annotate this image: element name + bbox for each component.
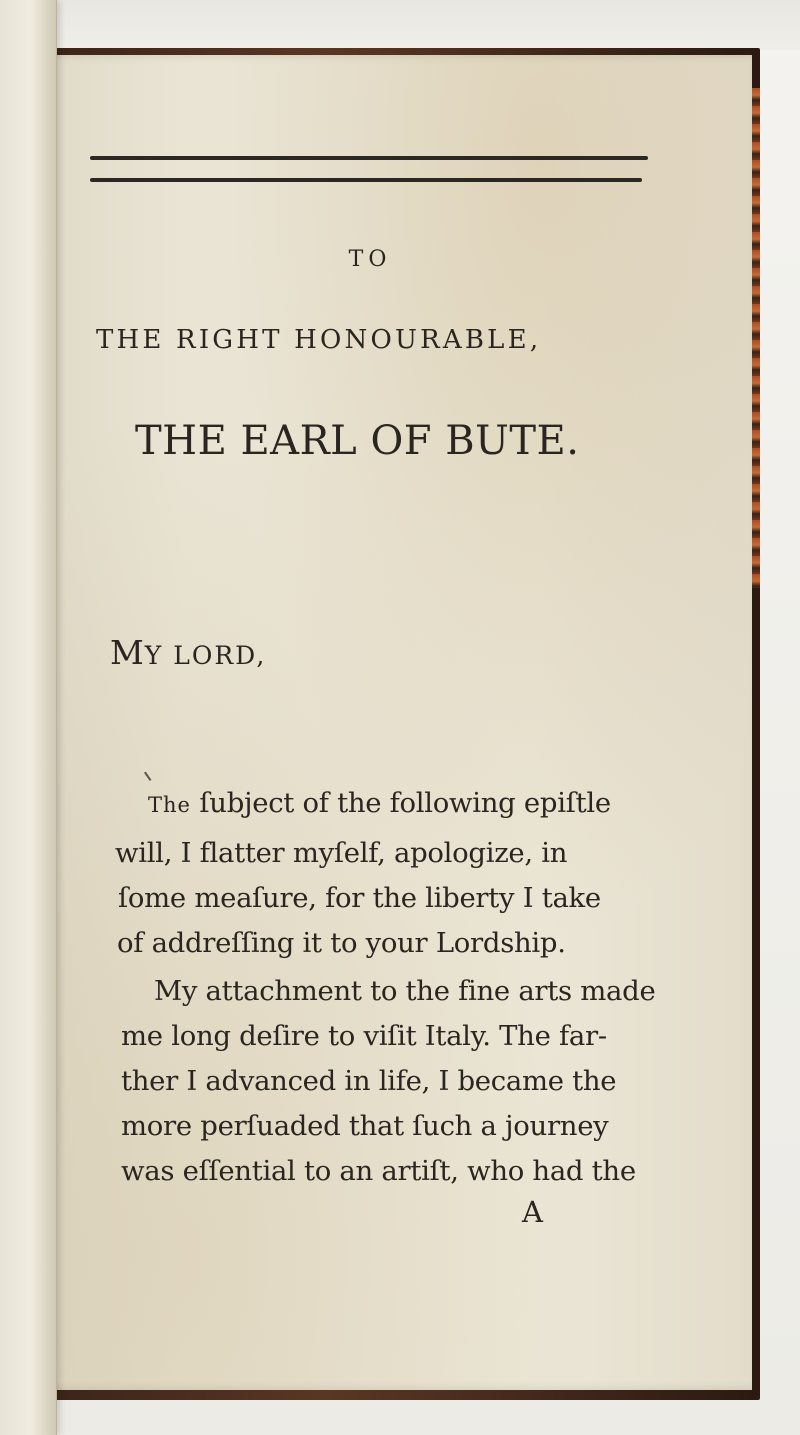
body-line-4: of addreſſing it to your Lordship. xyxy=(117,927,566,959)
body-line-5: My attachment to the fine arts made xyxy=(154,975,656,1007)
salutation-rest: Y LORD, xyxy=(144,641,267,670)
body-line-1 xyxy=(148,787,611,819)
salutation-initial: M xyxy=(110,633,145,672)
dedication-to: TO xyxy=(348,247,392,272)
addressee-title: THE EARL OF BUTE. xyxy=(135,418,580,464)
salutation xyxy=(110,633,266,672)
body-line-8: more perſuaded that ſuch a journey xyxy=(121,1110,609,1142)
book-page xyxy=(40,55,752,1390)
margin-mark xyxy=(144,767,158,781)
double-rule-top xyxy=(90,156,648,160)
body-line-2: will, I flatter myſelf, apologize, in xyxy=(115,837,568,869)
addressee-line: THE RIGHT HONOURABLE, xyxy=(96,325,542,355)
signature-mark: A xyxy=(522,1195,543,1229)
body-line-7: ther I advanced in life, I became the xyxy=(121,1065,617,1097)
double-rule-bottom xyxy=(90,178,642,182)
background-surface xyxy=(0,0,800,50)
body-line-9: was eſſential to an artiſt, who had the xyxy=(121,1155,636,1187)
body-line-1-opening: The xyxy=(148,793,191,817)
facing-page-edge xyxy=(0,0,57,1435)
body-line-3: ſome meaſure, for the liberty I take xyxy=(118,882,601,914)
body-line-6: me long deſire to viſit Italy. The far- xyxy=(121,1020,607,1052)
body-line-1-text: ſubject of the following epiſtle xyxy=(190,787,611,819)
